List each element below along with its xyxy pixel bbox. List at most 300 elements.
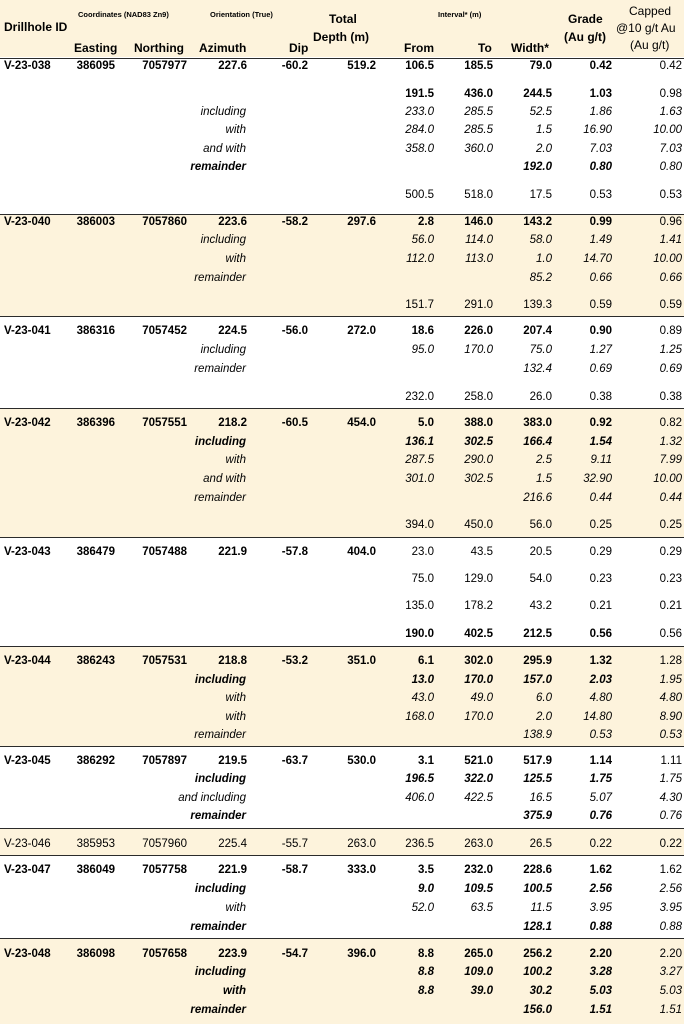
interval-grade: 0.22 (589, 838, 612, 850)
interval-grade: 0.99 (589, 216, 612, 228)
interval-capped-grade: 0.21 (659, 600, 682, 612)
interval-grade: 1.62 (589, 864, 612, 876)
interval-width: 156.0 (523, 1004, 552, 1016)
interval-grade: 9.11 (590, 454, 612, 466)
interval-qualifier: including (194, 883, 246, 895)
interval-to: 285.5 (464, 124, 493, 136)
hole-depth: 530.0 (347, 755, 376, 767)
interval-width: 212.5 (523, 628, 552, 640)
interval-from: 112.0 (406, 253, 434, 265)
header-interval: Interval* (m) (438, 10, 482, 19)
interval-to: 360.0 (464, 143, 493, 155)
hole-easting: 386049 (76, 864, 115, 876)
header-grade: Grade (568, 12, 603, 26)
interval-capped-grade: 0.98 (659, 88, 682, 100)
interval-width: 17.5 (529, 189, 552, 201)
hole-id: V-23-046 (4, 838, 51, 850)
interval-to: 49.0 (470, 692, 493, 704)
interval-capped-grade: 8.90 (659, 711, 682, 723)
hole-azimuth: 219.5 (218, 755, 247, 767)
hole-dip: -60.2 (281, 60, 308, 72)
interval-from: 168.0 (405, 711, 434, 723)
hole-dip: -55.7 (281, 838, 308, 850)
interval-width: 383.0 (523, 417, 552, 429)
interval-width: 58.0 (529, 234, 552, 246)
interval-to: 263.0 (464, 838, 493, 850)
interval-capped-grade: 1.63 (659, 106, 682, 118)
interval-to: 109.5 (464, 883, 493, 895)
interval-width: 54.0 (529, 573, 552, 585)
header-capped-1: Capped (629, 4, 672, 18)
interval-grade: 4.80 (589, 692, 612, 704)
interval-grade: 1.32 (589, 655, 612, 667)
interval-capped-grade: 10.00 (653, 253, 682, 265)
interval-capped-grade: 5.03 (659, 985, 682, 997)
interval-grade: 0.92 (589, 417, 612, 429)
hole-easting: 386095 (76, 60, 115, 72)
interval-width: 207.4 (523, 325, 552, 337)
interval-qualifier: with (225, 692, 246, 704)
interval-width: 244.5 (523, 88, 552, 100)
interval-capped-grade: 0.96 (659, 216, 682, 228)
hole-id: V-23-048 (4, 948, 51, 960)
interval-from: 236.5 (405, 838, 434, 850)
interval-capped-grade: 1.51 (659, 1004, 682, 1016)
interval-grade: 1.49 (589, 234, 612, 246)
interval-to: 170.0 (464, 674, 493, 686)
hole-azimuth: 225.4 (218, 838, 247, 850)
interval-from: 358.0 (405, 143, 434, 155)
interval-from: 6.1 (418, 655, 434, 667)
hole-id: V-23-042 (4, 417, 51, 429)
hole-azimuth: 218.2 (218, 417, 247, 429)
interval-capped-grade: 0.29 (659, 546, 682, 558)
interval-qualifier: remainder (190, 921, 246, 933)
interval-qualifier: including (194, 773, 246, 785)
interval-from: 95.0 (411, 344, 434, 356)
header-dip: Dip (289, 41, 309, 55)
interval-capped-grade: 1.11 (660, 755, 682, 767)
interval-qualifier: with (223, 985, 246, 997)
interval-width: 26.0 (529, 391, 552, 403)
interval-qualifier: with (225, 711, 246, 723)
hole-azimuth: 221.9 (218, 546, 247, 558)
interval-grade: 0.53 (589, 729, 612, 741)
interval-qualifier: and with (203, 143, 246, 155)
interval-width: 100.2 (523, 966, 552, 978)
interval-to: 39.0 (470, 985, 493, 997)
interval-from: 18.6 (411, 325, 434, 337)
interval-capped-grade: 2.56 (659, 883, 682, 895)
hole-northing: 7057531 (142, 655, 187, 667)
hole-divider (0, 214, 684, 215)
interval-from: 500.5 (405, 189, 434, 201)
interval-to: 285.5 (464, 106, 493, 118)
hole-divider (0, 316, 684, 317)
hole-northing: 7057960 (142, 838, 187, 850)
interval-grade: 3.95 (589, 902, 612, 914)
interval-to: 265.0 (464, 948, 493, 960)
interval-from: 136.1 (405, 436, 434, 448)
hole-northing: 7057452 (142, 325, 187, 337)
interval-grade: 1.51 (589, 1004, 612, 1016)
interval-from: 8.8 (418, 985, 434, 997)
interval-from: 3.5 (418, 864, 434, 876)
interval-capped-grade: 10.00 (653, 473, 682, 485)
interval-capped-grade: 0.56 (659, 628, 682, 640)
interval-from: 232.0 (405, 391, 434, 403)
interval-grade: 0.44 (589, 492, 612, 504)
hole-easting: 386396 (76, 417, 115, 429)
interval-width: 26.5 (529, 838, 552, 850)
header-depth: Depth (m) (313, 30, 369, 44)
interval-capped-grade: 0.76 (659, 810, 682, 822)
hole-dip: -63.7 (281, 755, 308, 767)
hole-northing: 7057897 (142, 755, 187, 767)
interval-capped-grade: 0.44 (659, 492, 682, 504)
interval-width: 128.1 (523, 921, 552, 933)
interval-from: 5.0 (418, 417, 434, 429)
interval-qualifier: including (200, 344, 246, 356)
header-easting: Easting (74, 41, 118, 55)
hole-azimuth: 218.8 (218, 655, 247, 667)
hole-dip: -58.2 (281, 216, 308, 228)
interval-width: 56.0 (529, 519, 552, 531)
interval-from: 233.0 (405, 106, 434, 118)
interval-capped-grade: 1.41 (659, 234, 682, 246)
interval-qualifier: with (225, 454, 246, 466)
interval-grade: 16.90 (583, 124, 612, 136)
hole-dip: -58.7 (281, 864, 308, 876)
hole-id: V-23-041 (4, 325, 51, 337)
interval-grade: 0.76 (589, 810, 612, 822)
interval-width: 157.0 (523, 674, 552, 686)
interval-width: 1.5 (536, 124, 552, 136)
interval-to: 109.0 (464, 966, 493, 978)
interval-capped-grade: 0.82 (659, 417, 682, 429)
interval-grade: 14.70 (583, 253, 612, 265)
interval-qualifier: remainder (190, 161, 246, 173)
interval-width: 43.2 (529, 600, 552, 612)
interval-capped-grade: 1.95 (659, 674, 682, 686)
interval-from: 135.0 (405, 600, 434, 612)
interval-width: 125.5 (523, 773, 552, 785)
interval-width: 295.9 (523, 655, 552, 667)
interval-width: 2.0 (536, 711, 552, 723)
header-coordinates: Coordinates (NAD83 Zn9) (78, 10, 169, 19)
interval-to: 290.0 (464, 454, 493, 466)
interval-to: 388.0 (464, 417, 493, 429)
interval-to: 302.5 (464, 473, 493, 485)
interval-capped-grade: 0.25 (659, 519, 682, 531)
interval-width: 517.9 (523, 755, 552, 767)
interval-to: 178.2 (464, 600, 493, 612)
interval-capped-grade: 1.62 (659, 864, 682, 876)
header-grade-units: (Au g/t) (564, 30, 606, 44)
interval-capped-grade: 7.03 (659, 143, 682, 155)
hole-azimuth: 224.5 (218, 325, 247, 337)
hole-dip: -53.2 (281, 655, 308, 667)
interval-grade: 0.23 (589, 573, 612, 585)
interval-grade: 5.03 (589, 985, 612, 997)
interval-to: 114.0 (465, 234, 493, 246)
interval-grade: 2.03 (589, 674, 612, 686)
header-northing: Northing (134, 41, 184, 55)
interval-to: 170.0 (464, 711, 493, 723)
interval-from: 284.0 (405, 124, 434, 136)
interval-capped-grade: 0.59 (659, 299, 682, 311)
hole-depth: 454.0 (347, 417, 376, 429)
interval-grade: 5.07 (589, 792, 612, 804)
interval-from: 190.0 (405, 628, 434, 640)
interval-grade: 0.53 (589, 189, 612, 201)
interval-capped-grade: 0.53 (659, 729, 682, 741)
interval-grade: 0.21 (589, 600, 612, 612)
hole-depth: 297.6 (347, 216, 376, 228)
interval-qualifier: remainder (194, 492, 246, 504)
interval-grade: 1.75 (589, 773, 612, 785)
interval-capped-grade: 4.30 (659, 792, 682, 804)
interval-to: 422.5 (464, 792, 493, 804)
header-from: From (404, 41, 434, 55)
hole-band (0, 214, 684, 316)
interval-to: 129.0 (464, 573, 493, 585)
interval-width: 192.0 (523, 161, 552, 173)
interval-grade: 3.28 (589, 966, 612, 978)
interval-capped-grade: 0.89 (659, 325, 682, 337)
interval-from: 151.7 (405, 299, 434, 311)
hole-divider (0, 537, 684, 538)
interval-capped-grade: 1.32 (659, 436, 682, 448)
interval-grade: 2.20 (589, 948, 612, 960)
interval-grade: 1.14 (589, 755, 612, 767)
hole-divider (0, 855, 684, 856)
interval-grade: 0.88 (589, 921, 612, 933)
interval-capped-grade: 10.00 (653, 124, 682, 136)
interval-width: 143.2 (523, 216, 552, 228)
hole-id: V-23-040 (4, 216, 51, 228)
interval-capped-grade: 0.22 (659, 838, 682, 850)
hole-northing: 7057658 (142, 948, 187, 960)
hole-divider (0, 938, 684, 939)
interval-grade: 0.42 (589, 60, 612, 72)
hole-northing: 7057860 (142, 216, 187, 228)
interval-qualifier: remainder (194, 272, 246, 284)
interval-width: 79.0 (529, 60, 552, 72)
interval-width: 85.2 (529, 272, 552, 284)
hole-id: V-23-038 (4, 60, 51, 72)
interval-from: 394.0 (405, 519, 434, 531)
hole-northing: 7057551 (142, 417, 187, 429)
interval-capped-grade: 0.69 (659, 363, 682, 375)
interval-grade: 32.90 (583, 473, 612, 485)
interval-qualifier: with (225, 124, 246, 136)
interval-to: 170.0 (464, 344, 493, 356)
hole-azimuth: 223.6 (218, 216, 247, 228)
interval-grade: 2.56 (589, 883, 612, 895)
interval-from: 191.5 (405, 88, 434, 100)
interval-to: 302.5 (464, 436, 493, 448)
hole-easting: 386292 (76, 755, 115, 767)
hole-northing: 7057758 (142, 864, 187, 876)
interval-width: 11.5 (530, 902, 552, 914)
interval-from: 52.0 (411, 902, 434, 914)
interval-width: 166.4 (523, 436, 552, 448)
interval-grade: 1.86 (589, 106, 612, 118)
hole-divider (0, 746, 684, 747)
interval-width: 139.3 (523, 299, 552, 311)
interval-from: 287.5 (405, 454, 434, 466)
interval-width: 256.2 (523, 948, 552, 960)
interval-to: 521.0 (464, 755, 493, 767)
interval-capped-grade: 7.99 (659, 454, 682, 466)
interval-to: 232.0 (464, 864, 493, 876)
hole-depth: 263.0 (347, 838, 376, 850)
interval-width: 75.0 (529, 344, 552, 356)
interval-from: 106.5 (405, 60, 434, 72)
interval-to: 450.0 (464, 519, 493, 531)
interval-capped-grade: 0.38 (659, 391, 682, 403)
interval-to: 43.5 (470, 546, 493, 558)
interval-qualifier: including (194, 966, 246, 978)
interval-qualifier: remainder (194, 363, 246, 375)
hole-dip: -56.0 (281, 325, 308, 337)
interval-width: 2.5 (536, 454, 552, 466)
interval-width: 20.5 (529, 546, 552, 558)
interval-qualifier: and with (203, 473, 246, 485)
interval-from: 301.0 (405, 473, 434, 485)
hole-northing: 7057488 (142, 546, 187, 558)
interval-capped-grade: 0.80 (659, 161, 682, 173)
interval-from: 13.0 (411, 674, 434, 686)
interval-width: 2.0 (536, 143, 552, 155)
hole-easting: 386098 (76, 948, 115, 960)
interval-width: 6.0 (536, 692, 552, 704)
interval-width: 30.2 (529, 985, 552, 997)
header-capped-2: @10 g/t Au (616, 21, 676, 35)
hole-depth: 396.0 (347, 948, 376, 960)
interval-width: 375.9 (523, 810, 552, 822)
interval-grade: 1.54 (589, 436, 612, 448)
hole-depth: 519.2 (347, 60, 376, 72)
interval-qualifier: including (194, 436, 246, 448)
hole-id: V-23-044 (4, 655, 51, 667)
interval-grade: 0.90 (589, 325, 612, 337)
hole-easting: 386003 (76, 216, 115, 228)
interval-width: 52.5 (529, 106, 552, 118)
interval-qualifier: remainder (194, 729, 246, 741)
interval-capped-grade: 1.28 (659, 655, 682, 667)
hole-depth: 333.0 (347, 864, 376, 876)
interval-to: 113.0 (465, 253, 493, 265)
interval-to: 518.0 (464, 189, 493, 201)
hole-northing: 7057977 (142, 60, 187, 72)
interval-from: 196.5 (405, 773, 434, 785)
interval-from: 8.8 (418, 966, 434, 978)
interval-capped-grade: 0.42 (659, 60, 682, 72)
hole-easting: 385953 (76, 838, 115, 850)
hole-id: V-23-047 (4, 864, 51, 876)
interval-width: 138.9 (523, 729, 552, 741)
interval-to: 258.0 (464, 391, 493, 403)
interval-qualifier: including (200, 234, 246, 246)
header-width: Width* (511, 41, 549, 55)
interval-grade: 1.03 (589, 88, 612, 100)
interval-from: 43.0 (411, 692, 434, 704)
hole-azimuth: 221.9 (218, 864, 247, 876)
interval-width: 216.6 (523, 492, 552, 504)
interval-width: 1.0 (536, 253, 552, 265)
interval-grade: 0.66 (589, 272, 612, 284)
interval-to: 402.5 (464, 628, 493, 640)
header-total: Total (329, 12, 357, 26)
interval-qualifier: including (200, 106, 246, 118)
interval-qualifier: including (194, 674, 246, 686)
interval-grade: 1.27 (589, 344, 612, 356)
hole-easting: 386243 (76, 655, 115, 667)
interval-capped-grade: 0.88 (659, 921, 682, 933)
hole-azimuth: 227.6 (218, 60, 247, 72)
hole-dip: -60.5 (281, 417, 308, 429)
interval-to: 302.0 (464, 655, 493, 667)
interval-capped-grade: 0.23 (659, 573, 682, 585)
interval-width: 228.6 (523, 864, 552, 876)
hole-divider (0, 828, 684, 829)
interval-qualifier: remainder (190, 810, 246, 822)
interval-width: 16.5 (529, 792, 552, 804)
interval-to: 322.0 (464, 773, 493, 785)
interval-to: 146.0 (464, 216, 493, 228)
hole-azimuth: 223.9 (218, 948, 247, 960)
interval-width: 1.5 (536, 473, 552, 485)
interval-from: 406.0 (405, 792, 434, 804)
interval-width: 100.5 (523, 883, 552, 895)
header-orientation: Orientation (True) (210, 10, 273, 19)
header-azimuth: Azimuth (199, 41, 247, 55)
interval-qualifier: remainder (190, 1004, 246, 1016)
interval-from: 75.0 (411, 573, 434, 585)
hole-easting: 386316 (76, 325, 115, 337)
interval-grade: 0.59 (589, 299, 612, 311)
interval-capped-grade: 0.53 (659, 189, 682, 201)
hole-divider (0, 646, 684, 647)
hole-id: V-23-043 (4, 546, 51, 558)
interval-qualifier: and including (178, 792, 246, 804)
header-to: To (478, 41, 492, 55)
interval-to: 63.5 (470, 902, 493, 914)
hole-depth: 351.0 (347, 655, 376, 667)
interval-grade: 0.69 (589, 363, 612, 375)
interval-grade: 0.29 (589, 546, 612, 558)
hole-divider (0, 58, 684, 59)
interval-grade: 7.03 (589, 143, 612, 155)
hole-depth: 404.0 (347, 546, 376, 558)
interval-grade: 0.80 (589, 161, 612, 173)
hole-dip: -57.8 (281, 546, 308, 558)
interval-from: 3.1 (418, 755, 434, 767)
interval-to: 226.0 (464, 325, 493, 337)
interval-capped-grade: 1.25 (659, 344, 682, 356)
interval-grade: 0.56 (589, 628, 612, 640)
interval-width: 132.4 (523, 363, 552, 375)
interval-to: 291.0 (464, 299, 493, 311)
interval-from: 23.0 (411, 546, 434, 558)
interval-from: 2.8 (418, 216, 434, 228)
hole-dip: -54.7 (281, 948, 308, 960)
header-capped-3: (Au g/t) (630, 38, 670, 52)
interval-capped-grade: 0.66 (659, 272, 682, 284)
interval-to: 436.0 (464, 88, 493, 100)
